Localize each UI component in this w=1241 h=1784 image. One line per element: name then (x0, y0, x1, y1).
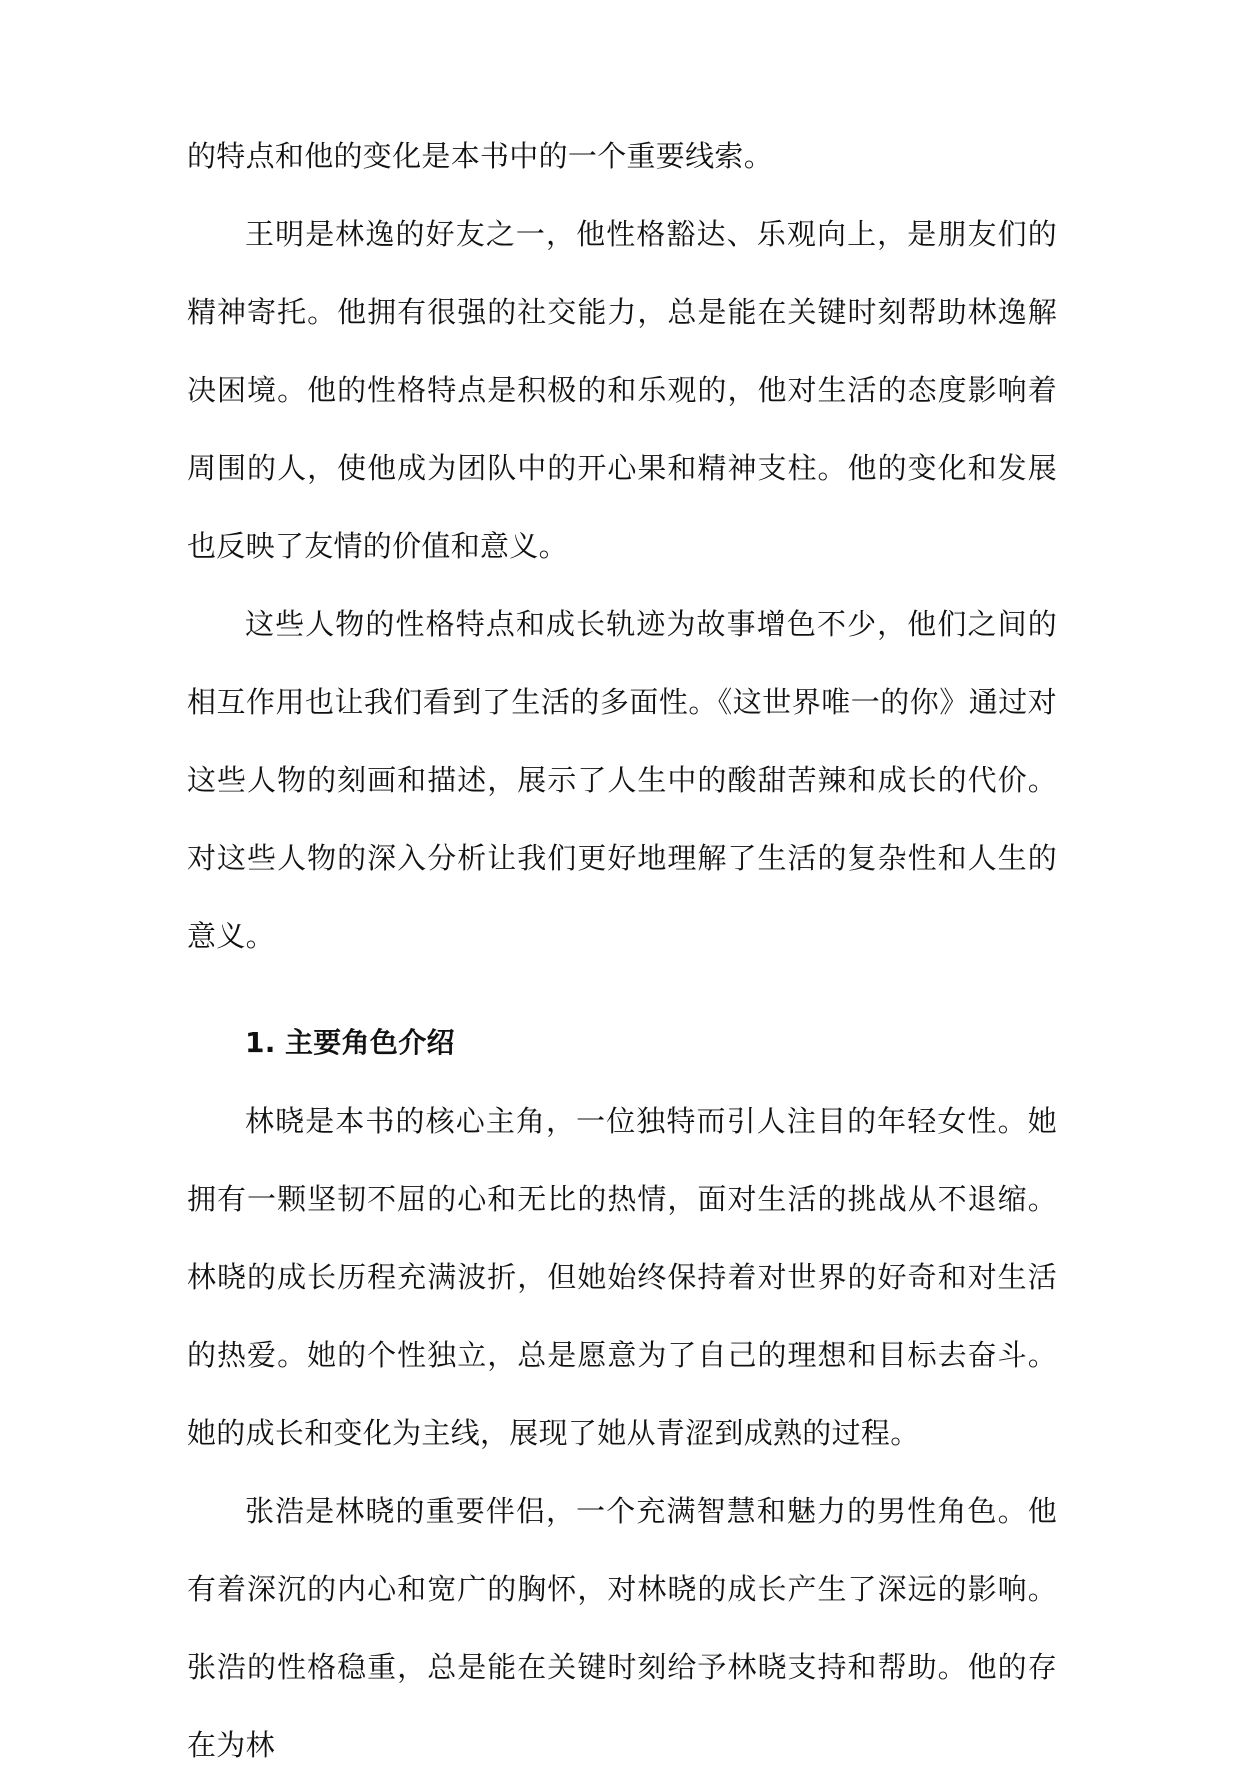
section-spacer (187, 975, 1057, 1004)
paragraph-lin-xiao: 林晓是本书的核心主角，一位独特而引人注目的年轻女性。她拥有一颗坚韧不屈的心和无比的热情，面对生活的挑战从不退缩。林晓的成长历程充满波折，但她始终保持着对世界的好奇和对生活的热爱。她的个性独立，总是愿意为了自己的理想和目标去奋斗。她的成长和变化为主线，展现了她从青涩到成熟的过程。 (187, 1104, 1057, 1450)
paragraph-continuation: 的特点和他的变化是本书中的一个重要线索。 (187, 139, 774, 173)
section-heading (187, 1004, 1057, 1082)
page-body (187, 117, 1057, 1784)
paragraph-characters-summary: 这些人物的性格特点和成长轨迹为故事增色不少，他们之间的相互作用也让我们看到了生活的多面性。《这世界唯一的你》通过对这些人物的刻画和描述，展示了人生中的酸甜苦辣和成长的代价。对这些人物的深入分析让我们更好地理解了生活的复杂性和人生的意义。 (187, 607, 1057, 953)
paragraph-wang-ming: 王明是林逸的好友之一，他性格豁达、乐观向上，是朋友们的精神寄托。他拥有很强的社交能力，总是能在关键时刻帮助林逸解决困境。他的性格特点是积极的和乐观的，他对生活的态度影响着周围的人，使他成为团队中的开心果和精神支柱。他的变化和发展也反映了友情的价值和意义。 (187, 217, 1057, 563)
paragraph-zhang-hao: 张浩是林晓的重要伴侣，一个充满智慧和魅力的男性角色。他有着深沉的内心和宽广的胸怀，对林晓的成长产生了深远的影响。张浩的性格稳重，总是能在关键时刻给予林晓支持和帮助。他的存在为林 (187, 1494, 1057, 1762)
section-number: 1. (245, 1026, 276, 1059)
section-title: 主要角色介绍 (285, 1026, 455, 1059)
